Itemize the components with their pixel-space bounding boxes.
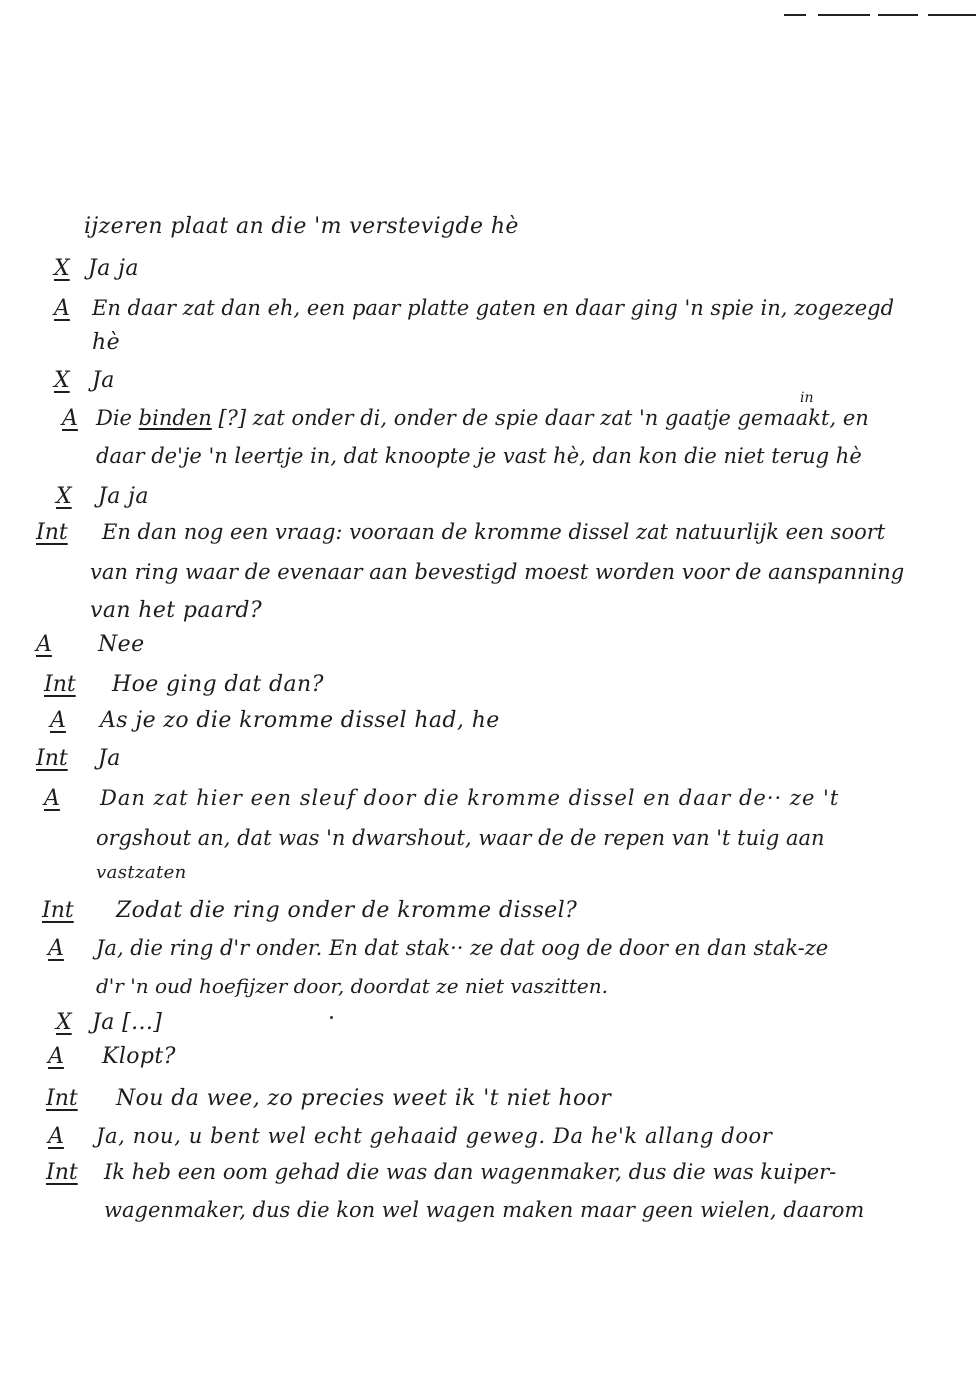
speaker-label: Int — [36, 746, 68, 771]
transcript-line: Nee — [98, 632, 145, 657]
transcript-line: Hoe ging dat dan? — [112, 672, 324, 697]
transcript-line: Ja, nou, u bent wel echt gehaaid geweg. Da he'k allang door — [96, 1124, 773, 1148]
transcript-line: Ja — [98, 746, 121, 771]
insertion-mark: in — [800, 390, 814, 406]
transcript-line: Ja ja — [88, 256, 139, 281]
transcript-line — [96, 406, 869, 430]
ink-speck — [330, 1016, 333, 1019]
transcript-line: Ja [...] — [92, 1010, 163, 1035]
speaker-label: Int — [42, 898, 74, 923]
transcript-line: Dan zat hier een sleuf door die kromme dissel en daar de·· ze 't — [100, 786, 840, 810]
transcript-line: daar de'je 'n leertje in, dat knoopte je vast hè, dan kon die niet terug hè — [96, 444, 862, 468]
speaker-label: A — [48, 1124, 64, 1149]
speaker-label: Int — [46, 1160, 78, 1185]
underlined-word: binden — [138, 406, 212, 430]
speaker-label: Int — [44, 672, 76, 697]
top-edge-mark — [818, 14, 870, 16]
transcript-line: Ja, die ring d'r onder. En dat stak·· ze dat oog de door en dan stak-ze — [96, 936, 829, 960]
transcript-line: hè — [92, 330, 120, 355]
transcript-line: van ring waar de evenaar aan bevestigd moest worden voor de aanspanning — [90, 560, 905, 584]
transcript-line: Zodat die ring onder de kromme dissel? — [116, 898, 578, 923]
speaker-label: X — [56, 1010, 72, 1035]
transcript-line: Nou da wee, zo precies weet ik 't niet hoor — [116, 1086, 612, 1111]
transcript-line: vastzaten — [96, 862, 187, 883]
transcript-line: Ik heb een oom gehad die was dan wagenmaker, dus die was kuiper- — [104, 1160, 837, 1184]
transcript-line: ijzeren plaat an die 'm verstevigde hè — [84, 214, 519, 239]
speaker-label: Int — [46, 1086, 78, 1111]
transcript-line: van het paard? — [90, 598, 263, 623]
transcript-line: Ja — [92, 368, 115, 393]
top-edge-mark — [784, 14, 806, 16]
speaker-label: A — [36, 632, 52, 657]
speaker-label: X — [54, 256, 70, 281]
transcript-line: Ja ja — [98, 484, 149, 509]
speaker-label: A — [54, 296, 70, 321]
speaker-label: A — [48, 1044, 64, 1069]
top-edge-mark — [928, 14, 976, 16]
speaker-label: A — [48, 936, 64, 961]
transcript-word: [?] zat onder di, onder de spie daar zat 'n gaatje gemaakt, en — [218, 406, 869, 430]
transcript-line: En daar zat dan eh, een paar platte gaten en daar ging 'n spie in, zogezegd — [92, 296, 895, 320]
speaker-label: A — [44, 786, 60, 811]
top-edge-mark — [878, 14, 918, 16]
transcript-line: d'r 'n oud hoefijzer door, doordat ze niet vaszitten. — [96, 974, 608, 998]
transcript-line: wagenmaker, dus die kon wel wagen maken maar geen wielen, daarom — [104, 1198, 865, 1222]
transcript-word: Die — [96, 406, 132, 430]
transcript-line: orgshout an, dat was 'n dwarshout, waar de de repen van 't tuig aan — [96, 826, 825, 850]
speaker-label: Int — [36, 520, 68, 545]
transcript-line: En dan nog een vraag: vooraan de kromme dissel zat natuurlijk een soort — [102, 520, 886, 544]
transcript-line: As je zo die kromme dissel had, he — [100, 708, 500, 733]
speaker-label: A — [62, 406, 78, 431]
speaker-label: A — [50, 708, 66, 733]
transcript-line: Klopt? — [102, 1044, 176, 1069]
speaker-label: X — [56, 484, 72, 509]
speaker-label: X — [54, 368, 70, 393]
